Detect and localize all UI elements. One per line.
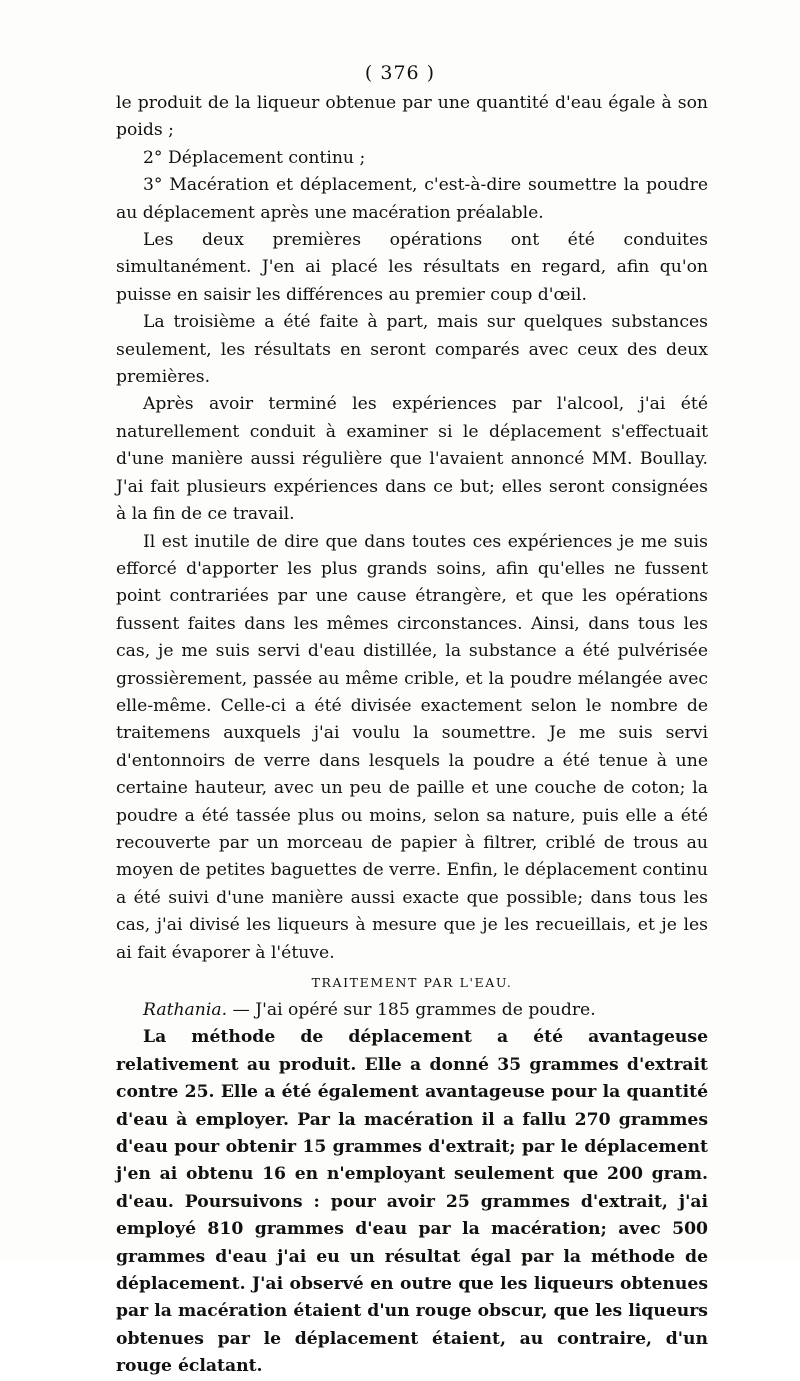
paragraph-rathania-intro (116, 997, 708, 1024)
body-text (116, 90, 708, 1381)
paragraph-third-operation: La troisième a été faite à part, mais sur quelques substances seulement, les résultats en seront comparés avec ceux des deux premières. (116, 312, 708, 388)
paragraph-item-2: 2° Déplacement continu ; (143, 147, 366, 168)
paragraph-alcohol-experiments: Après avoir terminé les expériences par l'alcool, j'ai été naturellement conduit à examiner si le déplacement s'effectuait d'une manière aussi régulière que l'avaient annoncé MM. Boullay. J'ai fait plusieurs expériences dans ce but; elles seront consignées à la fin de ce travail. (116, 394, 708, 525)
paragraph-item-3: 3° Macération et déplacement, c'est-à-dire soumettre la poudre au déplacement après une macération préalable. (116, 175, 708, 223)
subject-name: Rathania. (143, 1000, 228, 1020)
page-number: ( 376 ) (364, 62, 436, 84)
paragraph-rathania-results: La méthode de déplacement a été avantageuse relativement au produit. Elle a donné 35 grammes d'extrait contre 25. Elle a été également avantageuse pour la quantité d'eau à employer. Par la macération il a fallu 270 grammes d'eau pour obtenir 15 grammes d'extrait; par le déplacement j'en ai obtenu 16 en n'employant seulement que 200 gram. d'eau. Poursuivons : pour avoir 25 grammes d'extrait, j'ai employé 810 grammes d'eau par la macération; avec 500 grammes d'eau j'ai eu un résultat égal par la méthode de déplacement. J'ai observé en outre que les liqueurs obtenues par la macération étaient d'un rouge obscur, que les liqueurs obtenues par le déplacement étaient, au contraire, d'un rouge éclatant. (116, 1027, 708, 1377)
paragraph-simultaneous-operations: Les deux premières opérations ont été conduites simultanément. J'en ai placé les résultats en regard, afin qu'on puisse en saisir les différences au premier coup d'œil. (116, 230, 708, 305)
subject-intro-text: — J'ai opéré sur 185 grammes de poudre. (227, 1000, 596, 1020)
paragraph-continuation: le produit de la liqueur obtenue par une quantité d'eau égale à son poids ; (116, 93, 708, 141)
section-heading: TRAITEMENT PAR L'EAU. (311, 975, 513, 990)
paragraph-methodology: Il est inutile de dire que dans toutes ces expériences je me suis efforcé d'apporter les plus grands soins, afin qu'elles ne fussent point contrariées par une cause étrangère, et que les opérations fussent faites dans les mêmes circonstances. Ainsi, dans tous les cas, je me suis servi d'eau distillée, la substance a été pulvérisée grossièrement, passée au même crible, et la poudre mélangée avec elle-même. Celle-ci a été divisée exactement selon le nombre de traitemens auxquels j'ai voulu la soumettre. Je me suis servi d'entonnoirs de verre dans lesquels la poudre a été tenue à une certaine hauteur, avec un peu de paille et une couche de coton; la poudre a été tassée plus ou moins, selon sa nature, puis elle a été recouverte par un morceau de papier à filtrer, criblé de trous au moyen de petites baguettes de verre. Enfin, le déplacement continu a été suivi d'une manière aussi exacte que possible; dans tous les cas, j'ai divisé les liqueurs à mesure que je les recueillais, et je les ai fait évaporer à l'étuve. (116, 531, 708, 963)
